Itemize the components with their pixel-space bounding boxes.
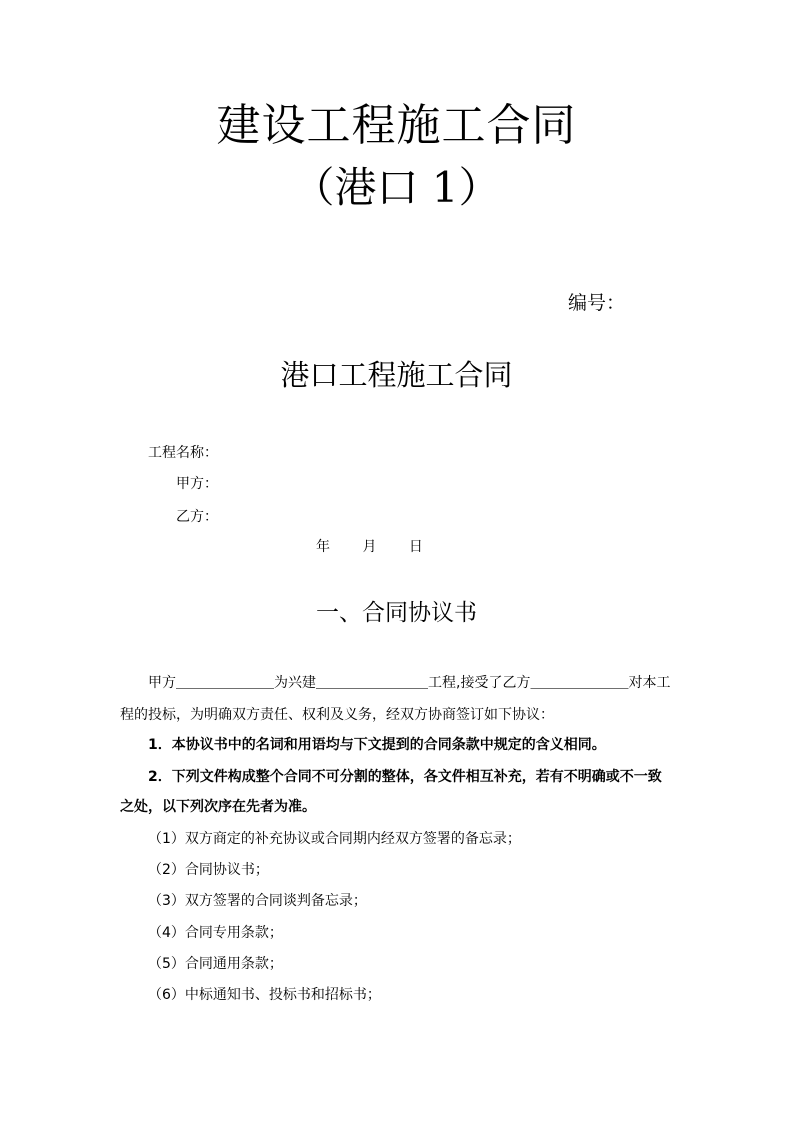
list-item: （2）合同协议书；: [148, 862, 269, 878]
intro-paragraph-line-1: 甲方＿＿＿＿＿＿＿为兴建＿＿＿＿＿＿＿＿工程,接受了乙方＿＿＿＿＿＿＿对本工: [148, 675, 671, 691]
clause-2-line-2: 之处，以下列次序在先者为准。: [120, 799, 316, 815]
list-item: （3）双方签署的合同谈判备忘录；: [148, 893, 367, 909]
project-name-field: 工程名称：: [148, 445, 218, 461]
list-item: （4）合同专用条款；: [148, 925, 283, 941]
section-title: 一、合同协议书: [316, 600, 477, 626]
main-title: 建设工程施工合同: [216, 100, 577, 151]
sub-title: （港口 1）: [292, 163, 501, 212]
list-item: （1）双方商定的补充协议或合同期内经双方签署的备忘录；: [148, 831, 521, 847]
list-item: （5）合同通用条款；: [148, 956, 283, 972]
list-item: （6）中标通知书、投标书和招标书；: [148, 987, 381, 1003]
party-a-field: 甲方：: [176, 476, 218, 492]
intro-paragraph-line-2: 程的投标，为明确双方责任、权利及义务，经双方协商签订如下协议：: [120, 707, 554, 723]
date-year: 年: [316, 539, 330, 555]
signing-date: [316, 537, 423, 557]
contract-number-label: 编号：: [568, 292, 626, 314]
clause-2-line-1: 2．下列文件构成整个合同不可分割的整体，各文件相互补充，若有不明确或不一致: [148, 769, 662, 785]
date-day: 日: [408, 539, 423, 555]
clause-1: 1．本协议书中的名词和用语均与下文提到的合同条款中规定的含义相同。: [148, 737, 606, 753]
date-month: 月: [362, 539, 377, 555]
party-b-field: 乙方：: [176, 509, 218, 525]
contract-title: 港口工程施工合同: [280, 358, 513, 392]
